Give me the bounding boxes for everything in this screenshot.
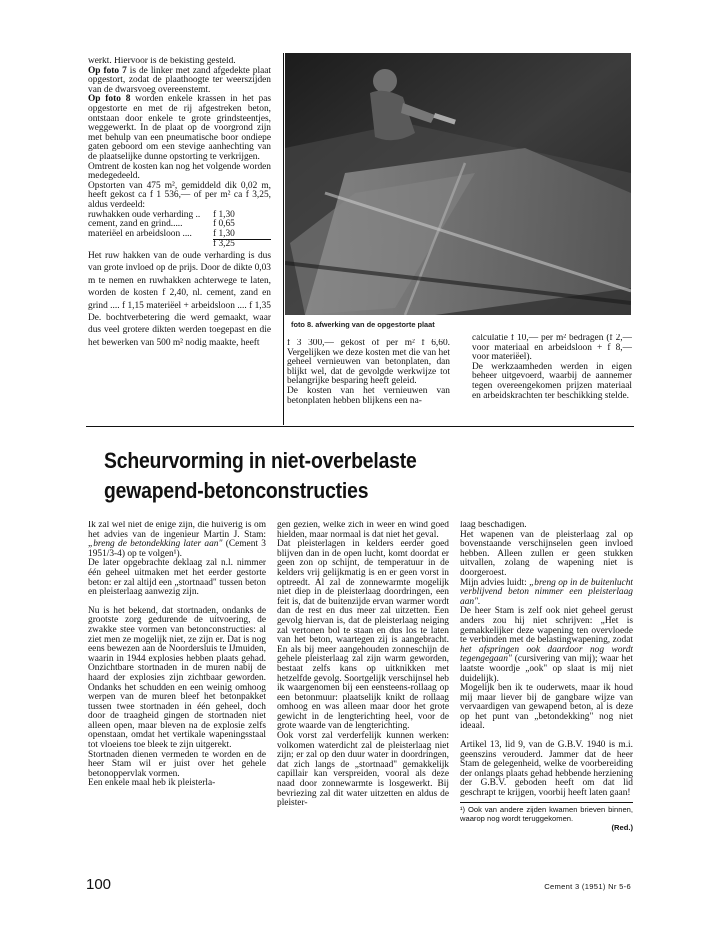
- article-column-2: [277, 521, 449, 866]
- photo-8-image: [285, 53, 631, 315]
- title-line: gewapend-betonconstructies: [104, 478, 369, 503]
- upper-paragraph: f 3 300,— gekost of per m² f 6,60. Vergelijken we deze kosten met die van het geheel vernieuwen van betonplaten, dan blijkt wel, dat de gevolgde werkwijze tot belangrijke besparing heeft geleid.: [287, 339, 450, 387]
- article-text: (Cement 3 1951/3-4) op te volgen¹).: [88, 539, 266, 559]
- upper-paragraph: [88, 95, 271, 162]
- cost-label: cement, zand en grind.....: [88, 219, 183, 230]
- article-text: Ik zal wel niet de enige zijn, die huiverig is om het advies van de ingenieur Martin J. Stam:: [88, 521, 266, 540]
- article-paragraph: laag beschadigen.: [460, 521, 527, 530]
- footnote: ¹) Ook van andere zijden kwamen brieven binnen, waarop nog wordt teruggekomen.: [460, 802, 633, 823]
- article-title: [104, 446, 534, 506]
- cost-label: materiëel en arbeidsloon ....: [88, 228, 192, 239]
- editor-signature: (Red.): [611, 822, 633, 832]
- article-paragraph: [460, 607, 633, 684]
- article-paragraph: Het wapenen van de pleisterlaag zal op bovenstaande verschijnselen geen invloed hebben. Alleen zullen er geen stukken uitvallen, zolang de wapening niet is doorgeroest.: [460, 529, 633, 578]
- article-text: De heer Stam is zelf ook niet geheel gerust anders zou hij niet schrijven: „Het is gemakkelijker deze wapening ten overvloede te verbinden met de belastingwapening, zodat: [460, 606, 633, 646]
- photo-8-ref: Op foto 8: [88, 94, 131, 105]
- page-number: 100: [86, 876, 112, 893]
- cost-total: f 3,25: [213, 240, 271, 250]
- article-paragraph: Nu is het bekend, dat stortnaden, ondanks de grootste zorg gedurende de uitvoering, de zwakke stee vormen van betonconstructies: al ziet men ze mogelijk niet, ze zijn er. Dat is nog eens bewezen aan de Noordersluis te IJmuiden, waarin in 1944 explosies hebben plaats gehad. Onzichtbare stortnaden in de muren nabij de haard der explosies zijn zichtbaar geworden. Ondanks het schudden en een weinig omhoog werpen van de muren bleef het betonpakket tussen twee stortnaden in één geheel, doch door de traagheid gingen de stortnaden niet alleen open, maar bleven na de explosie zelfs openstaan, omdat het vertikale wapeningsstaal tot vloeiens toe bleek te zijn uitgerekt.: [88, 605, 266, 751]
- article-paragraph: Artikel 13, lid 9, van de G.B.V. 1940 is m.i. geenszins verouderd. Jammer dat de heer Stam de gelegenheid, welke de voorbereiding der onlangs plaats gehad hebbende herziening der G.B.V. geboden heeft om dat lid geschrapt te krijgen, voorbij heeft laten gaan!: [460, 740, 633, 799]
- article-column-3: [460, 521, 633, 866]
- photo-8: [285, 53, 631, 315]
- article-column-1: [88, 521, 266, 866]
- article-paragraph: gen gezien, welke zich in weer en wind goed hielden, maar normaal is dat niet het geval.: [277, 521, 449, 540]
- quoted-advice: „breng de betondekking later aan": [88, 539, 223, 550]
- upper-paragraph: calculatie f 10,— per m² bedragen (f 2,— voor materiaal en arbeidsloon + f 8,— voor materiëel).: [472, 334, 632, 363]
- cost-amount: f 0,65: [213, 219, 235, 230]
- article-text: Mijn advies luidt:: [460, 577, 530, 588]
- upper-paragraph: Opstorten van 475 m², gemiddeld dik 0,02 m, heeft gekost ca f 1 536,— of per m² ca f 3,25, aldus verdeeld:: [88, 180, 271, 210]
- article-paragraph: De later opgebrachte deklaag zal n.l. nimmer één geheel uitmaken met het eerder gestorte beton: er zal altijd een „stortnaad" tussen beton en pleisterlaag aanwezig zijn.: [88, 558, 266, 598]
- upper-paragraph-text: is de linker met zand afgedekte plaat opgestort, zodat de plaathoogte ter weerszijden van de dwarsvoeg overeenstemt.: [88, 65, 271, 95]
- upper-column-2: [287, 339, 450, 425]
- upper-column-3: [472, 334, 632, 424]
- article-paragraph: Dat pleisterlagen in kelders eerder goed blijven dan in de open lucht, komt doordat er geen zon op schijnt, de temperatuur in de kelders vrij gelijkmatig is en er geen vorst in optreedt. Al zal de zonnewarmte mogelijk niet diep in de pleisterlaag doordringen, een feit is, dat de buitenzijde ervan warmer wordt dan de rest en dus meer zal uitzetten. Een gevolg hiervan is, dat de pleisterlaag neiging zal vertonen bol te staan en dus los te laten van het beton, waartegen zij is aangebracht. En als bij meer aangehouden zonneschijn de gehele pleisterlaag zal zijn warm geworden, bestaat zelfs kans op uitknikken met hetzelfde gevolg. Soortgelijk verschijnsel heb ik waargenomen bij een eensteens-rollaag op een betonmuur: plaatselijk knikt de rollaag omhoog en was alleen maar door het grote gewicht in de lengterichting heel, voor de grote waarde van de lengterichting.: [277, 539, 449, 732]
- upper-paragraph: De kosten van het vernieuwen van betonplaten hebben blijkens een na-: [287, 385, 450, 406]
- cost-label: ruwhakken oude verharding ..: [88, 209, 201, 220]
- article-text: (cursivering van mij); waar het laatste woordje „ook" op slaat is mij niet duidelijk).: [460, 654, 633, 684]
- upper-paragraph: werkt. Hiervoor is de bekisting gesteld.: [88, 57, 236, 66]
- cost-table: [88, 211, 271, 250]
- upper-paragraph: De werkzaamheden werden in eigen beheer uitgevoerd, waarbij de aannemer tegen overeengekomen prijzen materiaal en arbeidskrachten ter beschikking stelde.: [472, 361, 632, 401]
- journal-reference: Cement 3 (1951) Nr 5-6: [544, 882, 631, 891]
- article-paragraph: Mogelijk ben ik te ouderwets, maar ik houd mij maar liever bij de gangbare wijze van vervaardigen van gewapend beton, al is deze op het punt van „betondekking" nog niet ideaal.: [460, 683, 633, 732]
- upper-paragraph: [88, 67, 271, 96]
- cost-amount: f 1,30: [213, 228, 235, 239]
- upper-paragraph: Omtrent de kosten kan nog het volgende worden medegedeeld.: [88, 161, 271, 182]
- article-paragraph: Stortnaden dienen vermeden te worden en de heer Stam wil er juist over het gehele betonoppervlak vormen.: [88, 749, 266, 779]
- quoted-advice: „breng op in de buitenlucht verblijvend beton nimmer een pleisterlaag aan".: [460, 577, 633, 607]
- section-rule: [86, 426, 634, 427]
- article-paragraph: Ook vorst zal verderfelijk kunnen werken: volkomen waterdicht zal de pleisterlaag niet zijn; er zal op den duur water in doordringen, dat zich langs de „stortnaad" gemakkelijk capillair kan verspreiden, vooral als deze naad door zonnewarmte is losgewerkt. Bij bevriezing zal dit water uitzetten en aldus de pleister-: [277, 731, 449, 809]
- upper-paragraph-text: worden enkele krassen in het pas opgestorte en met de rij afgestreken beton, ontstaan door enkele te grote grindsteentjes, weggewerkt. In de plaat op de voorgrond zijn met behulp van een pneumatische boor ondiepe gaten geboord om een stevige aanhechting van de plaatselijke dunne opstorting te verkrijgen.: [88, 94, 271, 162]
- title-line: Scheurvorming in niet-overbelaste: [104, 448, 417, 473]
- quoted-passage: het afspringen ook daardoor nog wordt tegengegaan": [460, 644, 633, 665]
- cost-row: [88, 230, 271, 240]
- article-paragraph: [88, 521, 266, 559]
- article-paragraph: [460, 579, 633, 608]
- photo-caption: foto 8. afwerking van de opgestorte plaat: [291, 320, 435, 329]
- cost-amount: f 1,30: [213, 209, 235, 220]
- photo-7-ref: Op foto 7: [88, 65, 127, 76]
- article-paragraph: Een enkele maal heb ik pleisterla-: [88, 778, 216, 789]
- upper-column-1: [88, 57, 271, 425]
- cost-total-row: [88, 240, 271, 250]
- column-divider: [283, 53, 284, 425]
- upper-paragraph: Het ruw hakken van de oude verharding is dus van grote invloed op de prijs. Door de dikte 0,03 m te nemen en ruwhakken achterwege te laten, worden de kosten f 2,40, nl. cement, zand en grind .... f 1,15 materiëel + arbeidsloon .... f 1,35 De. bochtverbetering die werd gemaakt, waar dus veel grotere dikten werden toegepast en die het bewerken van 500 m² nodig maakte, heeft: [88, 250, 271, 348]
